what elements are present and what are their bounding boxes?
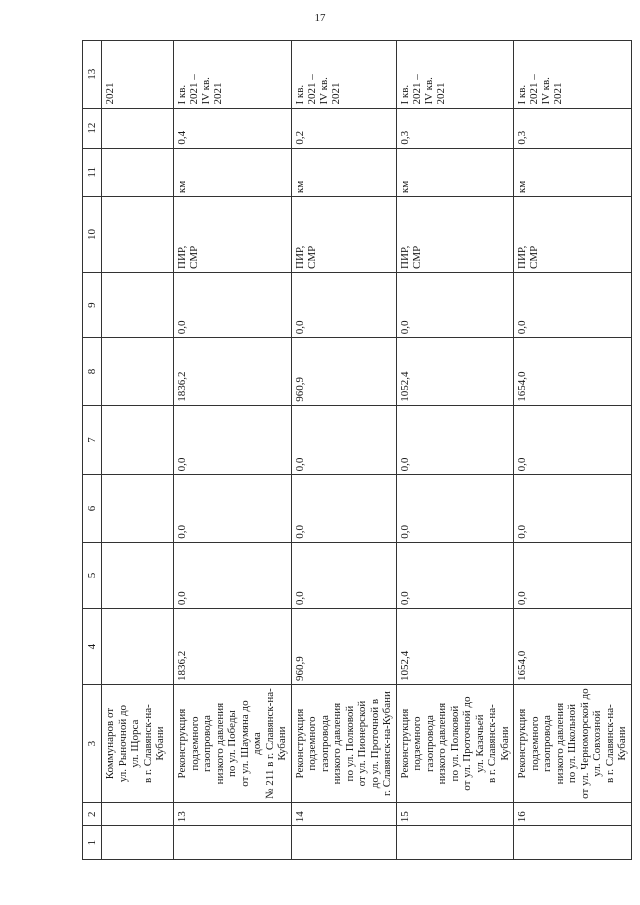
header-cell-9: 9 [83, 272, 102, 337]
cell-c6 [102, 475, 174, 542]
cell-col-1 [174, 826, 292, 860]
cell-c10: ПИР, СМР [291, 197, 396, 273]
table-row [396, 41, 514, 860]
cell-no: 14 [291, 803, 396, 826]
cell-c9: 0,0 [174, 272, 292, 337]
header-cell-5: 5 [83, 542, 102, 608]
cell-c4: 1836,2 [174, 609, 292, 685]
cell-c6: 0,0 [514, 475, 632, 542]
cell-name: Реконструкция подземного газопровода низкого давления по ул. Школьной от ул. Черноморской до ул. Совхозной в г. Славянск-на-Кубани [514, 685, 632, 803]
cell-name: Коммунаров от ул. Рыночной до ул. Щорса в г. Славянск-на-Кубани [102, 685, 174, 803]
cell-c12: 0,4 [174, 108, 292, 148]
cell-c7: 0,0 [174, 405, 292, 475]
cell-c7: 0,0 [396, 405, 514, 475]
data-table [82, 40, 632, 860]
header-cell-12: 12 [83, 108, 102, 148]
table-row [514, 41, 632, 860]
header-cell-2: 2 [83, 803, 102, 826]
header-cell-8: 8 [83, 338, 102, 405]
header-cell-3: 3 [83, 685, 102, 803]
table-row [291, 41, 396, 860]
cell-c7: 0,0 [514, 405, 632, 475]
cell-col-1 [396, 826, 514, 860]
cell-c9 [102, 272, 174, 337]
cell-c6: 0,0 [174, 475, 292, 542]
cell-c6: 0,0 [291, 475, 396, 542]
cell-c11 [102, 148, 174, 196]
cell-c12: 0,2 [291, 108, 396, 148]
cell-c7 [102, 405, 174, 475]
cell-c13: I кв. 2021 – IV кв. 2021 [291, 41, 396, 109]
cell-c5: 0,0 [396, 542, 514, 608]
cell-name: Реконструкция подземного газопровода низкого давления по ул. Полковой от ул. Проточной до ул. Казачьей в г. Славянск-на-Кубани [396, 685, 514, 803]
cell-c11: км [174, 148, 292, 196]
header-cell-11: 11 [83, 148, 102, 196]
cell-c12: 0,3 [514, 108, 632, 148]
cell-c5: 0,0 [291, 542, 396, 608]
cell-c7: 0,0 [291, 405, 396, 475]
cell-name: Реконструкция подземного газопровода низкого давления по ул. Победы от ул. Шаумяна до дома № 211 в г. Славянск-на- Кубани [174, 685, 292, 803]
cell-c5: 0,0 [174, 542, 292, 608]
cell-c9: 0,0 [396, 272, 514, 337]
cell-c8: 1836,2 [174, 338, 292, 405]
cell-c13: I кв. 2021 – IV кв. 2021 [396, 41, 514, 109]
cell-c10 [102, 197, 174, 273]
cell-c11: км [514, 148, 632, 196]
cell-col-1 [514, 826, 632, 860]
table-body [102, 41, 632, 860]
table-wrapper [82, 40, 628, 860]
cell-c4 [102, 609, 174, 685]
cell-c9: 0,0 [291, 272, 396, 337]
cell-col-1 [291, 826, 396, 860]
header-row [83, 41, 102, 860]
cell-c12 [102, 108, 174, 148]
cell-c4: 1052,4 [396, 609, 514, 685]
cell-c13: I кв. 2021 – IV кв. 2021 [514, 41, 632, 109]
cell-no [102, 803, 174, 826]
cell-c11: км [396, 148, 514, 196]
header-cell-10: 10 [83, 197, 102, 273]
cell-c8 [102, 338, 174, 405]
cell-c8: 1654,0 [514, 338, 632, 405]
cell-c8: 1052,4 [396, 338, 514, 405]
header-cell-6: 6 [83, 475, 102, 542]
header-cell-7: 7 [83, 405, 102, 475]
header-cell-4: 4 [83, 609, 102, 685]
rotated-table-area [82, 40, 628, 860]
table-row [102, 41, 174, 860]
cell-c10: ПИР, СМР [174, 197, 292, 273]
cell-c10: ПИР, СМР [514, 197, 632, 273]
cell-c8: 960,9 [291, 338, 396, 405]
cell-c10: ПИР, СМР [396, 197, 514, 273]
cell-c11: км [291, 148, 396, 196]
header-cell-1: 1 [83, 826, 102, 860]
cell-no: 15 [396, 803, 514, 826]
cell-c6: 0,0 [396, 475, 514, 542]
cell-col-1 [102, 826, 174, 860]
cell-c5: 0,0 [514, 542, 632, 608]
cell-no: 13 [174, 803, 292, 826]
table-row [174, 41, 292, 860]
cell-c13: I кв. 2021 – IV кв. 2021 [174, 41, 292, 109]
cell-c4: 960,9 [291, 609, 396, 685]
cell-c13: 2021 [102, 41, 174, 109]
cell-c4: 1654,0 [514, 609, 632, 685]
cell-name: Реконструкция подземного газопровода низкого давления по ул. Полковой от ул. Пионерской до ул. Проточной в г. Славянск-на-Кубани [291, 685, 396, 803]
cell-c12: 0,3 [396, 108, 514, 148]
page-number: 17 [314, 12, 326, 24]
cell-c5 [102, 542, 174, 608]
cell-c9: 0,0 [514, 272, 632, 337]
header-cell-13: 13 [83, 41, 102, 109]
cell-no: 16 [514, 803, 632, 826]
